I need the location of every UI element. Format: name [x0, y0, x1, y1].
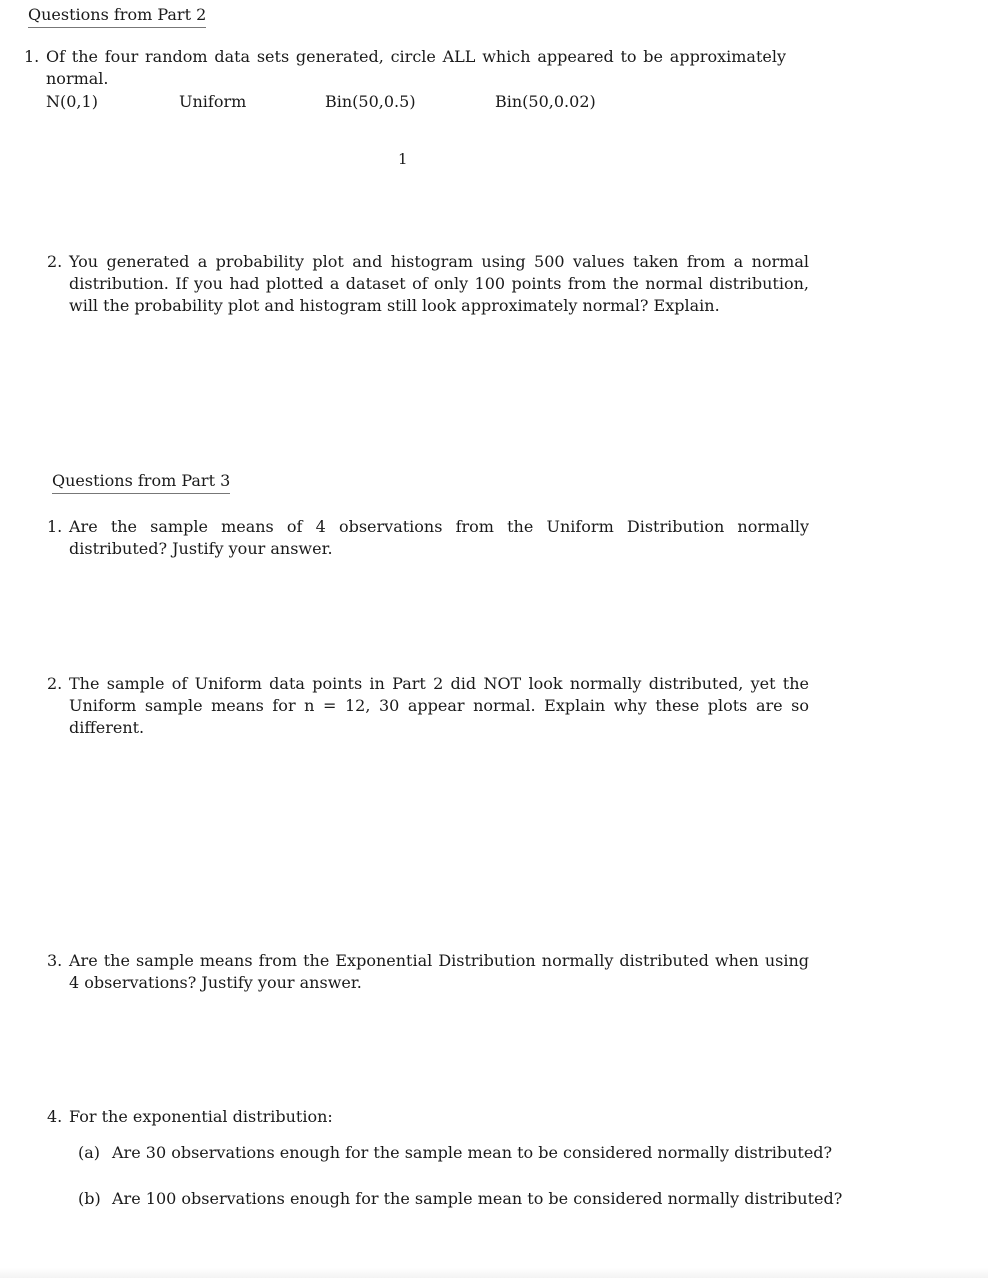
question-text: Are the sample means from the Exponential Distribution normally distributed when using 4 observations? Justify your answer.: [69, 951, 809, 992]
part3-question-3: [47, 950, 809, 994]
part3-question-4a: [78, 1142, 832, 1164]
question-text: Are the sample means of 4 observations from the Uniform Distribution normally distributed? Justify your answer.: [69, 517, 809, 558]
question-number: 1.: [24, 47, 40, 66]
part3-question-1: [47, 516, 809, 560]
question-text: Of the four random data sets generated, circle ALL which appeared to be approximately normal.: [46, 47, 786, 88]
question-number: 2.: [47, 252, 63, 271]
question-text: You generated a probability plot and histogram using 500 values taken from a normal distribution. If you had plotted a dataset of only 100 points from the normal distribution, will the probability plot and histogram still look approximately normal? Explain.: [69, 252, 809, 315]
question-number: 3.: [47, 951, 63, 970]
option-binomial-0-5[interactable]: Bin(50,0.5): [325, 92, 416, 111]
subquestion-label: (b): [78, 1189, 101, 1208]
page-number: 1: [398, 150, 408, 168]
option-binomial-0-02[interactable]: Bin(50,0.02): [495, 92, 596, 111]
part3-question-4: [47, 1106, 809, 1128]
question-text: For the exponential distribution:: [69, 1107, 333, 1126]
subquestion-text: Are 30 observations enough for the sample mean to be considered normally distributed?: [112, 1143, 833, 1162]
option-normal[interactable]: N(0,1): [46, 92, 98, 111]
option-uniform[interactable]: Uniform: [179, 92, 247, 111]
question-number: 4.: [47, 1107, 63, 1126]
subquestion-text: Are 100 observations enough for the sample mean to be considered normally distributed?: [112, 1189, 843, 1208]
part3-question-2: [47, 673, 809, 739]
question-text: The sample of Uniform data points in Part 2 did NOT look normally distributed, yet the Uniform sample means for n = 12, 30 appear normal. Explain why these plots are so different.: [69, 674, 809, 737]
part3-heading: Questions from Part 3: [52, 471, 230, 494]
question-number: 1.: [47, 517, 63, 536]
part2-question-2: [47, 251, 809, 317]
subquestion-label: (a): [78, 1143, 101, 1162]
part2-heading: Questions from Part 2: [28, 5, 206, 28]
question-number: 2.: [47, 674, 63, 693]
part3-question-4b: [78, 1188, 842, 1210]
part2-question-1: [24, 46, 808, 90]
page-bottom-edge: [0, 1268, 988, 1278]
